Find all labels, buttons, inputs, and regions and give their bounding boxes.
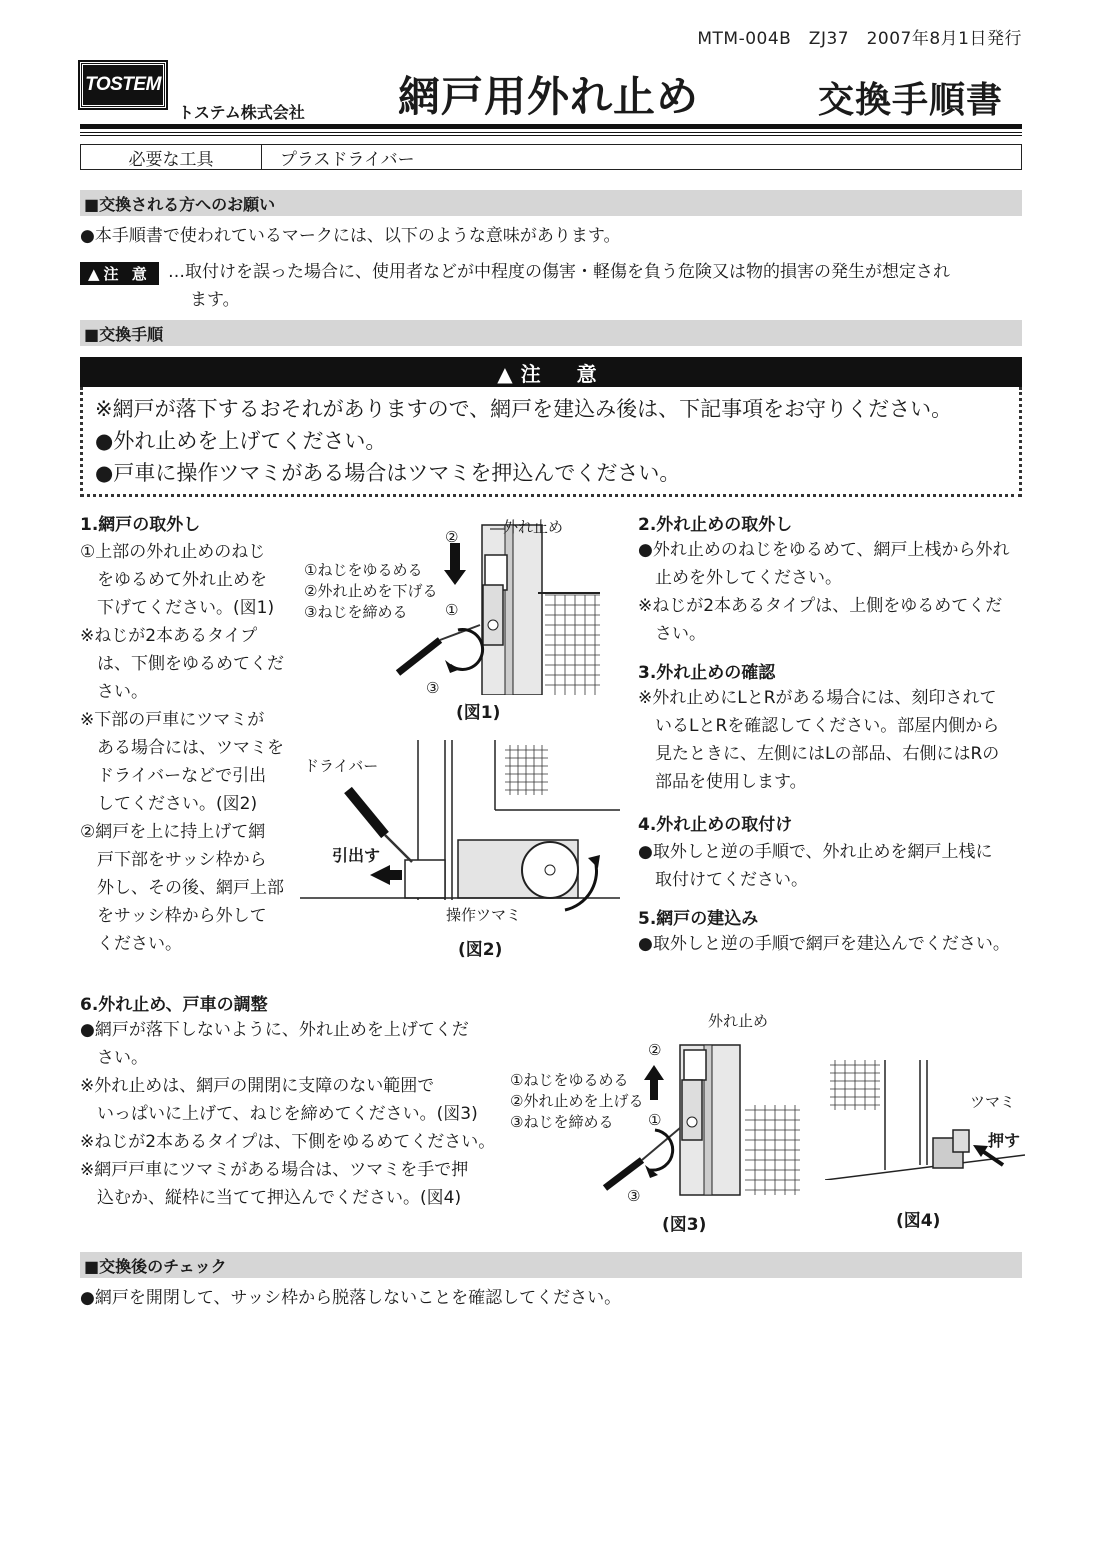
fig1-step: ③ねじを締める — [304, 603, 408, 621]
fig3-step: ③ねじを締める — [510, 1113, 614, 1131]
document-info: MTM-004B ZJ37 2007年8月1日発行 — [697, 29, 1022, 49]
step1-line: ください。 — [80, 934, 182, 954]
fig3-num-3: ③ — [627, 1187, 641, 1205]
section-heading-request: ■交換される方へのお願い — [80, 190, 1022, 216]
step1-line: は、下側をゆるめてくだ — [80, 654, 284, 674]
step1-line: 戸下部をサッシ枠から — [80, 850, 267, 870]
step3-heading: 3.外れ止めの確認 — [638, 663, 776, 683]
step6-line: ●網戸が落下しないように、外れ止めを上げてくだ — [80, 1020, 469, 1040]
document-type: 交換手順書 — [818, 80, 1004, 121]
fig1-caption: (図1) — [456, 703, 501, 723]
step6-heading: 6.外れ止め、戸車の調整 — [80, 995, 268, 1015]
header-rule-thin — [80, 135, 1022, 136]
company-logo: TOSTEM — [80, 62, 166, 108]
caution-badge-label: ▲注 意 — [80, 262, 159, 285]
step1-line: ①上部の外れ止めのねじ — [80, 542, 266, 562]
fig2-label-driver: ドライバー — [304, 757, 379, 775]
step1-line: をゆるめて外れ止めを — [80, 570, 267, 590]
step2-heading: 2.外れ止めの取外し — [638, 515, 793, 535]
fig3-caption: (図3) — [662, 1215, 707, 1235]
step5-line: ●取外しと逆の手順で網戸を建込んでください。 — [638, 934, 1010, 954]
step1-text — [80, 538, 290, 958]
step1-line: をサッシ枠から外して — [80, 906, 267, 926]
fig3-num-2: ② — [648, 1041, 662, 1059]
tools-table — [80, 144, 1022, 170]
fig3-step: ①ねじをゆるめる — [510, 1071, 629, 1089]
step2-line: 止めを外してください。 — [638, 568, 842, 588]
step1-line: ドライバーなどで引出 — [80, 766, 267, 786]
step1-line: ある場合には、ツマミを — [80, 738, 284, 758]
fig1-num-1: ① — [445, 601, 459, 619]
fig3-step: ②外れ止めを上げる — [510, 1092, 644, 1110]
fig3-steps — [510, 1070, 643, 1133]
tools-label: 必要な工具 — [81, 145, 262, 169]
fig3-label-stop: 外れ止め — [708, 1012, 769, 1030]
step5-heading: 5.網戸の建込み — [638, 909, 759, 929]
step1-heading: 1.網戸の取外し — [80, 515, 201, 535]
caution-badge — [80, 262, 159, 285]
section-heading-check: ■交換後のチェック — [80, 1252, 1022, 1278]
fig1-step: ②外れ止めを下げる — [304, 582, 438, 600]
step3-line: 見たときに、左側にはLの部品、右側にはRの — [638, 744, 1000, 764]
caution-line: ●外れ止めを上げてください。 — [95, 429, 387, 453]
fig3-num-1: ① — [648, 1111, 662, 1129]
step6-line: 込むか、縦枠に当てて押込んでください。(図4) — [80, 1188, 462, 1208]
step6-line: さい。 — [80, 1048, 148, 1068]
step2-text — [638, 536, 1010, 648]
fig2-caption: (図2) — [458, 940, 503, 960]
fig2-label-pull: 引出す — [332, 846, 381, 865]
fig4-label-push: 押す — [988, 1131, 1021, 1150]
fig2-label-knob: 操作ツマミ — [446, 906, 522, 924]
fig4-caption: (図4) — [896, 1211, 941, 1231]
page-title: 網戸用外れ止め — [398, 72, 700, 121]
step4-line: ●取外しと逆の手順で、外れ止めを網戸上桟に — [638, 842, 993, 862]
company-name: トステム株式会社 — [178, 103, 305, 122]
figure-4-illustration — [825, 1060, 1025, 1180]
step2-line: さい。 — [638, 624, 706, 644]
header-rule-thin — [80, 132, 1022, 133]
step3-line: 部品を使用します。 — [638, 772, 807, 792]
caution-box — [80, 387, 1022, 497]
fig1-label-stop: 外れ止め — [503, 518, 564, 536]
step1-line: してください。(図2) — [80, 794, 258, 814]
step2-line: ●外れ止めのねじをゆるめて、網戸上桟から外れ — [638, 540, 1010, 560]
caution-description-cont: ます。 — [190, 290, 240, 310]
step6-line: ※網戸戸車にツマミがある場合は、ツマミを手で押 — [80, 1160, 469, 1180]
step6-line: ※ねじが2本あるタイプは、下側をゆるめてください。 — [80, 1132, 496, 1152]
step4-text — [638, 838, 993, 894]
step6-line: ※外れ止めは、網戸の開閉に支障のない範囲で — [80, 1076, 435, 1096]
fig4-label-knob: ツマミ — [970, 1093, 1016, 1111]
fig1-step: ①ねじをゆるめる — [304, 561, 423, 579]
header-rule — [80, 124, 1022, 129]
step5-text — [638, 930, 1010, 958]
step3-line: いるLとRを確認してください。部屋内側から — [638, 716, 1000, 736]
step1-line: 外し、その後、網戸上部 — [80, 878, 284, 898]
step3-text — [638, 684, 999, 796]
step1-line: ②網戸を上に持上げて網 — [80, 822, 266, 842]
tools-value: プラスドライバー — [280, 149, 415, 170]
fig1-num-3: ③ — [426, 679, 440, 697]
fig1-steps — [304, 560, 437, 623]
step3-line: ※外れ止めにLとRがある場合には、刻印されて — [638, 688, 997, 708]
caution-line: ●戸車に操作ツマミがある場合はツマミを押込んでください。 — [95, 461, 681, 485]
step1-line: 下げてください。(図1) — [80, 598, 275, 618]
step6-text — [80, 1016, 495, 1212]
step1-line: さい。 — [80, 682, 148, 702]
step4-heading: 4.外れ止めの取付け — [638, 815, 793, 835]
caution-line: ※網戸が落下するおそれがありますので、網戸を建込み後は、下記事項をお守りください。 — [95, 397, 953, 421]
caution-box-title: ▲注 意 — [80, 357, 1022, 387]
marks-intro: ●本手順書で使われているマークには、以下のような意味があります。 — [80, 226, 621, 246]
section-heading-procedure: ■交換手順 — [80, 320, 1022, 346]
step1-line: ※ねじが2本あるタイプ — [80, 626, 258, 646]
caution-description: …取付けを誤った場合に、使用者などが中程度の傷害・軽傷を負う危険又は物的損害の発生が想定され — [168, 262, 950, 282]
step2-line: ※ねじが2本あるタイプは、上側をゆるめてくだ — [638, 596, 1003, 616]
fig1-num-2: ② — [445, 528, 459, 546]
check-text: ●網戸を開閉して、サッシ枠から脱落しないことを確認してください。 — [80, 1288, 622, 1308]
step4-line: 取付けてください。 — [638, 870, 808, 890]
step6-line: いっぱいに上げて、ねじを締めてください。(図3) — [80, 1104, 478, 1124]
step1-line: ※下部の戸車にツマミが — [80, 710, 265, 730]
